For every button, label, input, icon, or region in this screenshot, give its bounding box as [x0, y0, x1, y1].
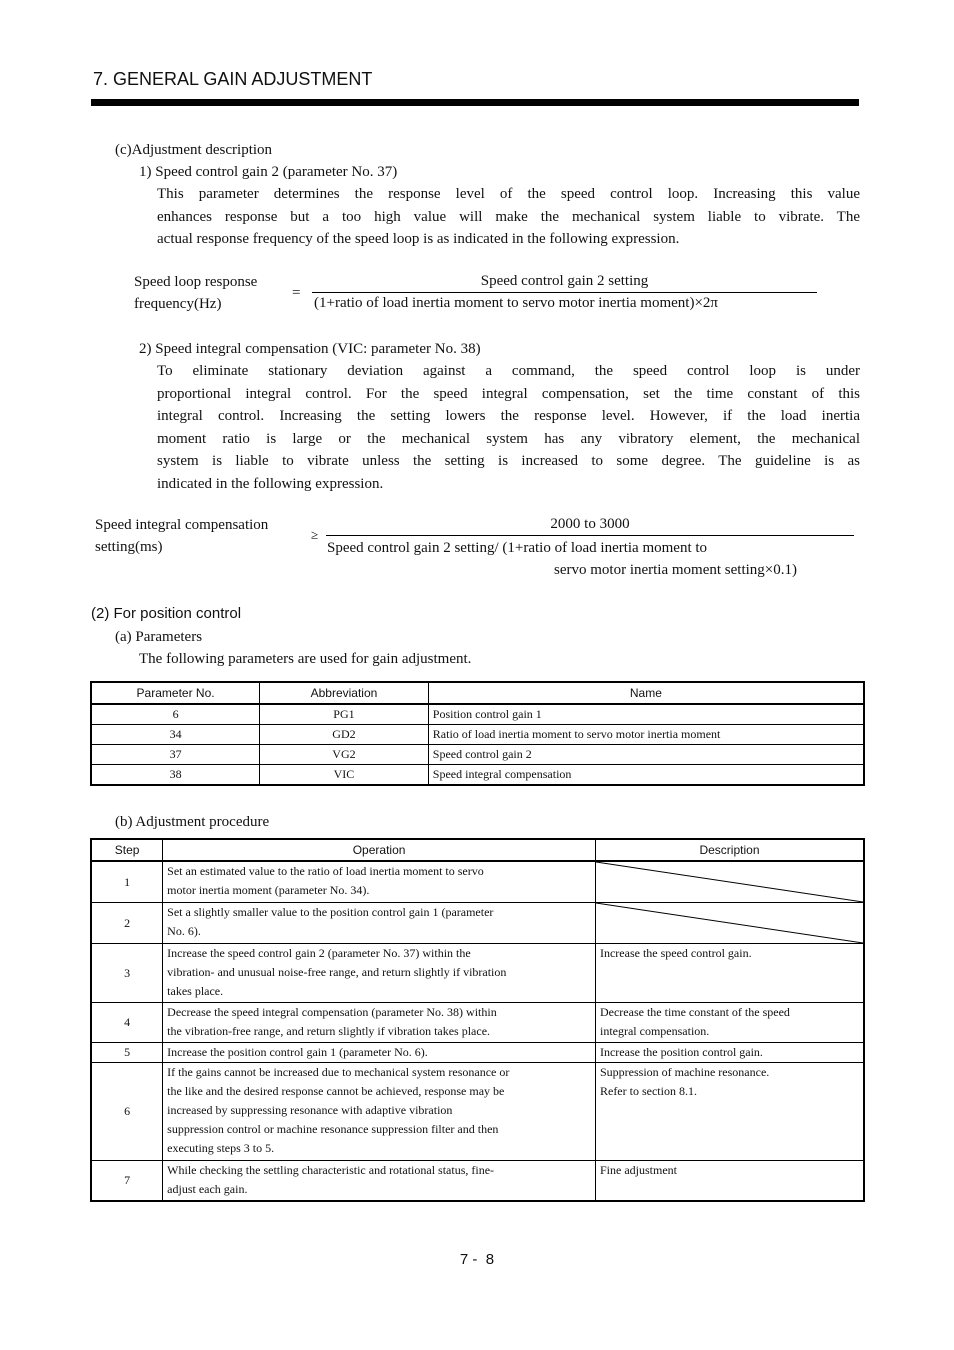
operation-line: increased by suppressing resonance with adaptive vibration [167, 1103, 453, 1117]
eq2-lhs-line1: Speed integral compensation [95, 517, 269, 533]
cell-name: Ratio of load inertia moment to servo motor inertia moment [428, 725, 864, 745]
item2-line: indicated in the following expression. [157, 475, 384, 492]
table-row [91, 1003, 864, 1043]
operation-line: suppression control or machine resonance suppression filter and then [167, 1122, 499, 1136]
table-row [91, 725, 864, 745]
cell-param-no: 37 [91, 745, 260, 765]
cell-operation [163, 1161, 596, 1201]
eq1-numerator: Speed control gain 2 setting [480, 273, 649, 289]
eq2-geq: ≥ [311, 527, 319, 542]
procedure-title: (b) Adjustment procedure [115, 814, 270, 830]
description-line: Increase the speed control gain. [599, 946, 752, 960]
eq2-lhs-line2: setting(ms) [95, 539, 163, 555]
operation-line: motor inertia moment (parameter No. 34). [167, 883, 370, 897]
item1-paragraph [157, 183, 860, 251]
col-step: Step [91, 839, 163, 861]
item2-title: 2) Speed integral compensation (VIC: parameter No. 38) [139, 341, 481, 357]
procedure-table-header [91, 839, 864, 861]
table-row [91, 944, 864, 1003]
diagonal-strike [596, 862, 863, 902]
item2-line: proportional integral control. For the speed integral compensation, set the time constant of this [157, 385, 860, 402]
operation-line: Increase the speed control gain 2 (parameter No. 37) within the [167, 946, 471, 960]
col-parameter-no: Parameter No. [91, 682, 260, 704]
cell-operation [163, 903, 596, 944]
item1-line: This parameter determines the response level of the speed control loop. Increasing this value [157, 186, 860, 202]
description-line: Suppression of machine resonance. [599, 1065, 770, 1079]
description-line: Decrease the time constant of the speed [599, 1005, 790, 1019]
item2-paragraph [157, 360, 860, 495]
operation-line: Decrease the speed integral compensation (parameter No. 38) within [167, 1005, 497, 1019]
operation-line: If the gains cannot be increased due to mechanical system resonance or [167, 1065, 510, 1079]
cell-abbrev: VIC [260, 765, 429, 786]
header-rule [91, 99, 859, 106]
parameter-table [90, 681, 865, 786]
table-row [91, 745, 864, 765]
col-operation: Operation [163, 839, 596, 861]
operation-line: While checking the settling characteristic and rotational status, fine- [167, 1163, 495, 1177]
cell-abbrev: GD2 [260, 725, 429, 745]
table-row [91, 861, 864, 903]
cell-step: 1 [91, 861, 163, 903]
cell-description-empty [595, 861, 864, 903]
cell-name: Position control gain 1 [428, 704, 864, 725]
cell-param-no: 6 [91, 704, 260, 725]
cell-description [595, 1043, 864, 1063]
parameter-table-header [91, 682, 864, 704]
cell-abbrev: PG1 [260, 704, 429, 725]
page-number: 7 - 8 [459, 1251, 495, 1268]
eq1-lhs-line1: Speed loop response [134, 274, 258, 290]
cell-description [595, 1063, 864, 1161]
item2-line: moment ratio is large or the mechanical system has any vibratory element, the mechanical [157, 430, 860, 447]
table-row [91, 1161, 864, 1201]
operation-line: Set an estimated value to the ratio of load inertia moment to servo [167, 864, 484, 878]
item1-title: 1) Speed control gain 2 (parameter No. 37) [139, 164, 398, 180]
item1-line: enhances response but a too high value will make the mechanical system liable to vibrate. The [157, 208, 860, 225]
operation-line: No. 6). [167, 924, 201, 938]
description-line: Increase the position control gain. [599, 1045, 763, 1059]
description-line: Fine adjustment [599, 1163, 677, 1177]
eq2-fraction-bar [326, 535, 854, 536]
table-row [91, 1043, 864, 1063]
cell-operation [163, 944, 596, 1003]
table-row [91, 765, 864, 786]
cell-operation [163, 1003, 596, 1043]
eq2-denominator-line2: servo motor inertia moment setting×0.1) [554, 562, 797, 578]
cell-step: 2 [91, 903, 163, 944]
cell-operation [163, 861, 596, 903]
eq2-numerator: 2000 to 3000 [550, 516, 630, 532]
operation-line: takes place. [167, 984, 224, 998]
item1-line: actual response frequency of the speed loop is as indicated in the following expression. [157, 231, 680, 247]
item2-line: integral control. Increasing the setting lowers the response level. However, if the load inertia [157, 408, 860, 424]
section-c-heading: (c)Adjustment description [115, 142, 273, 158]
section-2-heading: (2) For position control [91, 605, 242, 622]
cell-param-no: 38 [91, 765, 260, 786]
operation-line: Set a slightly smaller value to the position control gain 1 (parameter [167, 905, 494, 919]
cell-operation [163, 1063, 596, 1161]
table-row [91, 704, 864, 725]
cell-description [595, 1161, 864, 1201]
cell-step: 3 [91, 944, 163, 1003]
col-abbreviation: Abbreviation [260, 682, 429, 704]
item2-line: system is liable to vibrate unless the setting is increased to some degree. The guideline is as [157, 453, 860, 469]
cell-step: 4 [91, 1003, 163, 1043]
cell-step: 6 [91, 1063, 163, 1161]
cell-description [595, 1003, 864, 1043]
cell-name: Speed integral compensation [428, 765, 864, 786]
table-row [91, 903, 864, 944]
eq1-denominator: (1+ratio of load inertia moment to servo motor inertia moment)×2π [314, 295, 718, 311]
cell-description [595, 944, 864, 1003]
chapter-title: 7. GENERAL GAIN ADJUSTMENT [93, 69, 373, 89]
parameters-title: (a) Parameters [115, 629, 203, 645]
cell-step: 5 [91, 1043, 163, 1063]
operation-line: vibration- and unusual noise-free range, and return slightly if vibration [167, 965, 507, 979]
cell-operation [163, 1043, 596, 1063]
operation-line: executing steps 3 to 5. [167, 1141, 275, 1155]
operation-line: Increase the position control gain 1 (parameter No. 6). [167, 1045, 428, 1059]
description-line: Refer to section 8.1. [599, 1084, 697, 1098]
eq1-lhs-line2: frequency(Hz) [134, 296, 222, 312]
operation-line: the like and the desired response cannot be achieved, response may be [167, 1084, 505, 1098]
eq1-equals: = [292, 285, 301, 301]
cell-step: 7 [91, 1161, 163, 1201]
description-line: integral compensation. [599, 1024, 710, 1038]
table-row [91, 1063, 864, 1161]
procedure-table [90, 838, 865, 1202]
eq2-denominator-line1: Speed control gain 2 setting/ (1+ratio of load inertia moment to [327, 540, 708, 556]
cell-name: Speed control gain 2 [428, 745, 864, 765]
col-description: Description [595, 839, 864, 861]
cell-description-empty [595, 903, 864, 944]
cell-abbrev: VG2 [260, 745, 429, 765]
operation-line: the vibration-free range, and return slightly if vibration takes place. [167, 1024, 491, 1038]
diagonal-strike [596, 903, 863, 943]
cell-param-no: 34 [91, 725, 260, 745]
col-name: Name [428, 682, 864, 704]
item2-line: To eliminate stationary deviation against a command, the speed control loop is under [157, 363, 860, 379]
parameters-intro: The following parameters are used for gain adjustment. [139, 651, 472, 667]
operation-line: adjust each gain. [167, 1182, 248, 1196]
